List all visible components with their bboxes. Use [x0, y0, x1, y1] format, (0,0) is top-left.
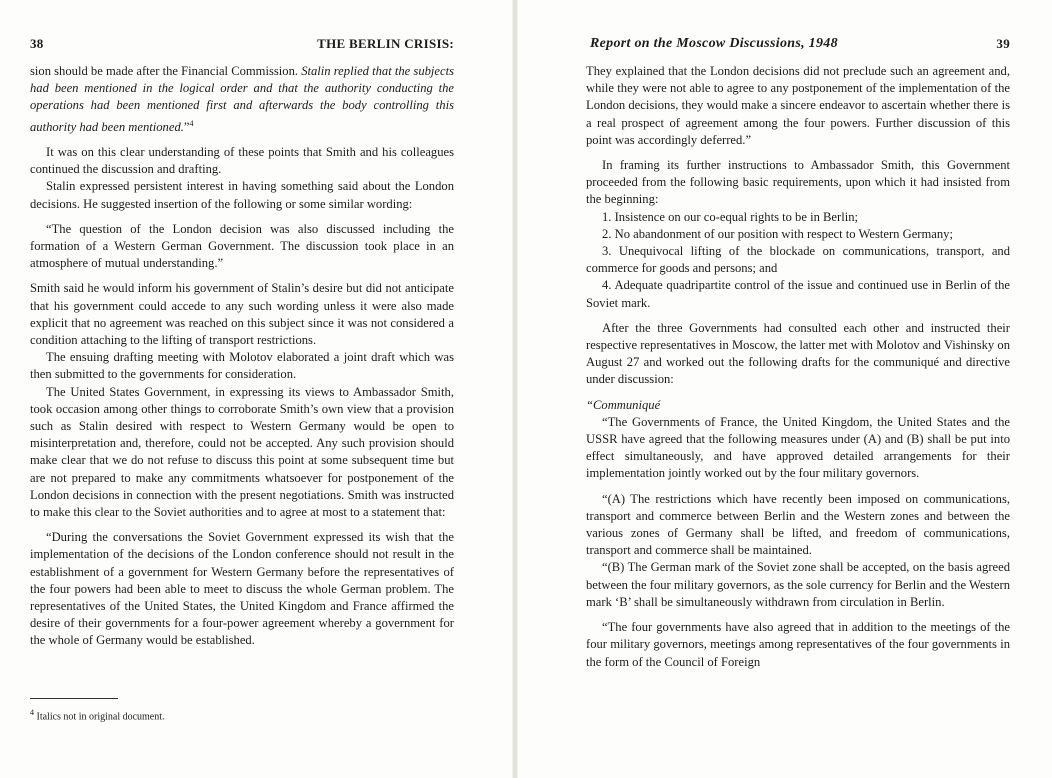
running-title: THE BERLIN CRISIS: [317, 36, 454, 51]
running-title: Report on the Moscow Discussions, 1948 [590, 36, 838, 51]
footnote-rule [30, 698, 118, 699]
left-page [30, 0, 454, 778]
paragraph: The United States Government, in expressing its views to Ambassador Smith, took occasion among other things to corroborate Smith’s own view that a provision such as Stalin desired with respect to Western Germany would be open to misinterpretation and, therefore, could not be accepted. Any such provision should make clear that we do not refuse to discuss this point at some subsequent time but are not prepared to make any commitments whatsoever for postponement of the London decisions in connection with the present negotiations. Smith was instructed to make this clear to the Soviet authorities and to agree at most to a statement that: [30, 384, 454, 520]
footnote: $^4$ Italics not in original document. [30, 708, 165, 723]
list-item: 2. No abandonment of our position with respect to Western Germany; [602, 226, 953, 241]
paragraph: The ensuing drafting meeting with Molotov elaborated a joint draft which was then submitted to the governments for consideration. [30, 350, 454, 382]
right-page [586, 0, 1010, 778]
paragraph: They explained that the London decisions did not preclude such an agreement and, while they were not able to agree to any postponement of the implementation of the London decisions, they would make a sincere endeavor to ascertain whether there is a real prospect of agreement among the four powers. Further discussion of this point was accordingly deferred.” [586, 64, 1010, 147]
block-quote: “The Governments of France, the United Kingdom, the United States and the USSR have agreed that the following measures under (A) and (B) shall be put into effect simultaneously, and have approved detailed arrangements for their implementation jointly worked out by the four military governors. [586, 414, 1010, 481]
footnote-ref: 4 [189, 118, 194, 128]
requirements-list [586, 209, 1010, 312]
block-quote: “The four governments have also agreed that in addition to the meetings of the four military governors, meetings among representatives of the four governments in the form of the Council of Foreign [586, 620, 1010, 669]
left-running-head [30, 36, 454, 54]
paragraph: Stalin expressed persistent interest in having something said about the London decisions. He suggested insertion of the following or some similar wording: [30, 179, 454, 211]
paragraph: After the three Governments had consulted each other and instructed their respective representatives in Moscow, the latter met with Molotov and Vishinsky on August 27 and worked out the following drafts for the communiqué and directive under discussion: [586, 320, 1010, 387]
right-body-text [586, 63, 1010, 671]
page-number: 39 [996, 36, 1010, 51]
section-heading: “Communiqué [586, 397, 661, 412]
italic-quote: Stalin replied that the subjects had been mentioned in the logical order and that the authority conducting the operations had been mentioned first and afterwards the body controlling this authority had been mentioned. [30, 64, 454, 134]
right-running-head [586, 36, 1010, 54]
paragraph: It was on this clear understanding of these points that Smith and his colleagues continued the discussion and drafting. [30, 145, 454, 177]
block-quote: “(B) The German mark of the Soviet zone shall be accepted, on the basis agreed between the four military governors, as the sole currency for Berlin and the Western mark ‘B’ shall be simultaneously withdrawn from circulation in Berlin. [586, 560, 1010, 609]
page-number: 38 [30, 36, 44, 51]
list-item: 1. Insistence on our co-equal rights to be in Berlin; [602, 209, 859, 224]
paragraph: Smith said he would inform his government of Stalin’s desire but did not anticipate that his government could accede to any such wording unless it were also made explicit that no agreement was reached on this subject since it was not considered a condition attaching to the lifting of transport restrictions. [30, 281, 454, 348]
left-body-text [30, 63, 454, 650]
paragraph: In framing its further instructions to Ambassador Smith, this Government proceeded from the following basic requirements, upon which it had insisted from the beginning: [586, 158, 1010, 207]
block-quote: “During the conversations the Soviet Government expressed its wish that the implementation of the decisions of the London conference should not result in the establishment of a government for Western Germany before the representatives of the four powers had been able to meet to discuss the whole German problem. The representatives of the United States, the United Kingdom and France affirmed the desire of their governments for a four-power agreement whereby a government for the whole of Germany would be established. [30, 530, 454, 648]
list-item: 3. Unequivocal lifting of the blockade on communications, transport, and commerce for goods and persons; and [586, 244, 1010, 276]
book-gutter [512, 0, 518, 778]
list-item: 4. Adequate quadripartite control of the issue and continued use in Berlin of the Soviet mark. [586, 278, 1010, 310]
block-quote: “(A) The restrictions which have recently been imposed on communications, transport and commerce between Berlin and the Western zones and between the various zones of Germany shall be lifted, and freedom of communications, transport and commerce shall be maintained. [586, 491, 1010, 558]
paragraph: sion should be made after the Financial Commission. Stalin replied that the subjects had been mentioned in the logical order and that the authority conducting the operations had been mentioned first and afterwards the body controlling this authority had been mentioned.”$^4$ [30, 64, 454, 134]
block-quote: “The question of the London decision was also discussed including the formation of a Western German Government. The discussion took place in an atmosphere of mutual understanding.” [30, 221, 454, 271]
